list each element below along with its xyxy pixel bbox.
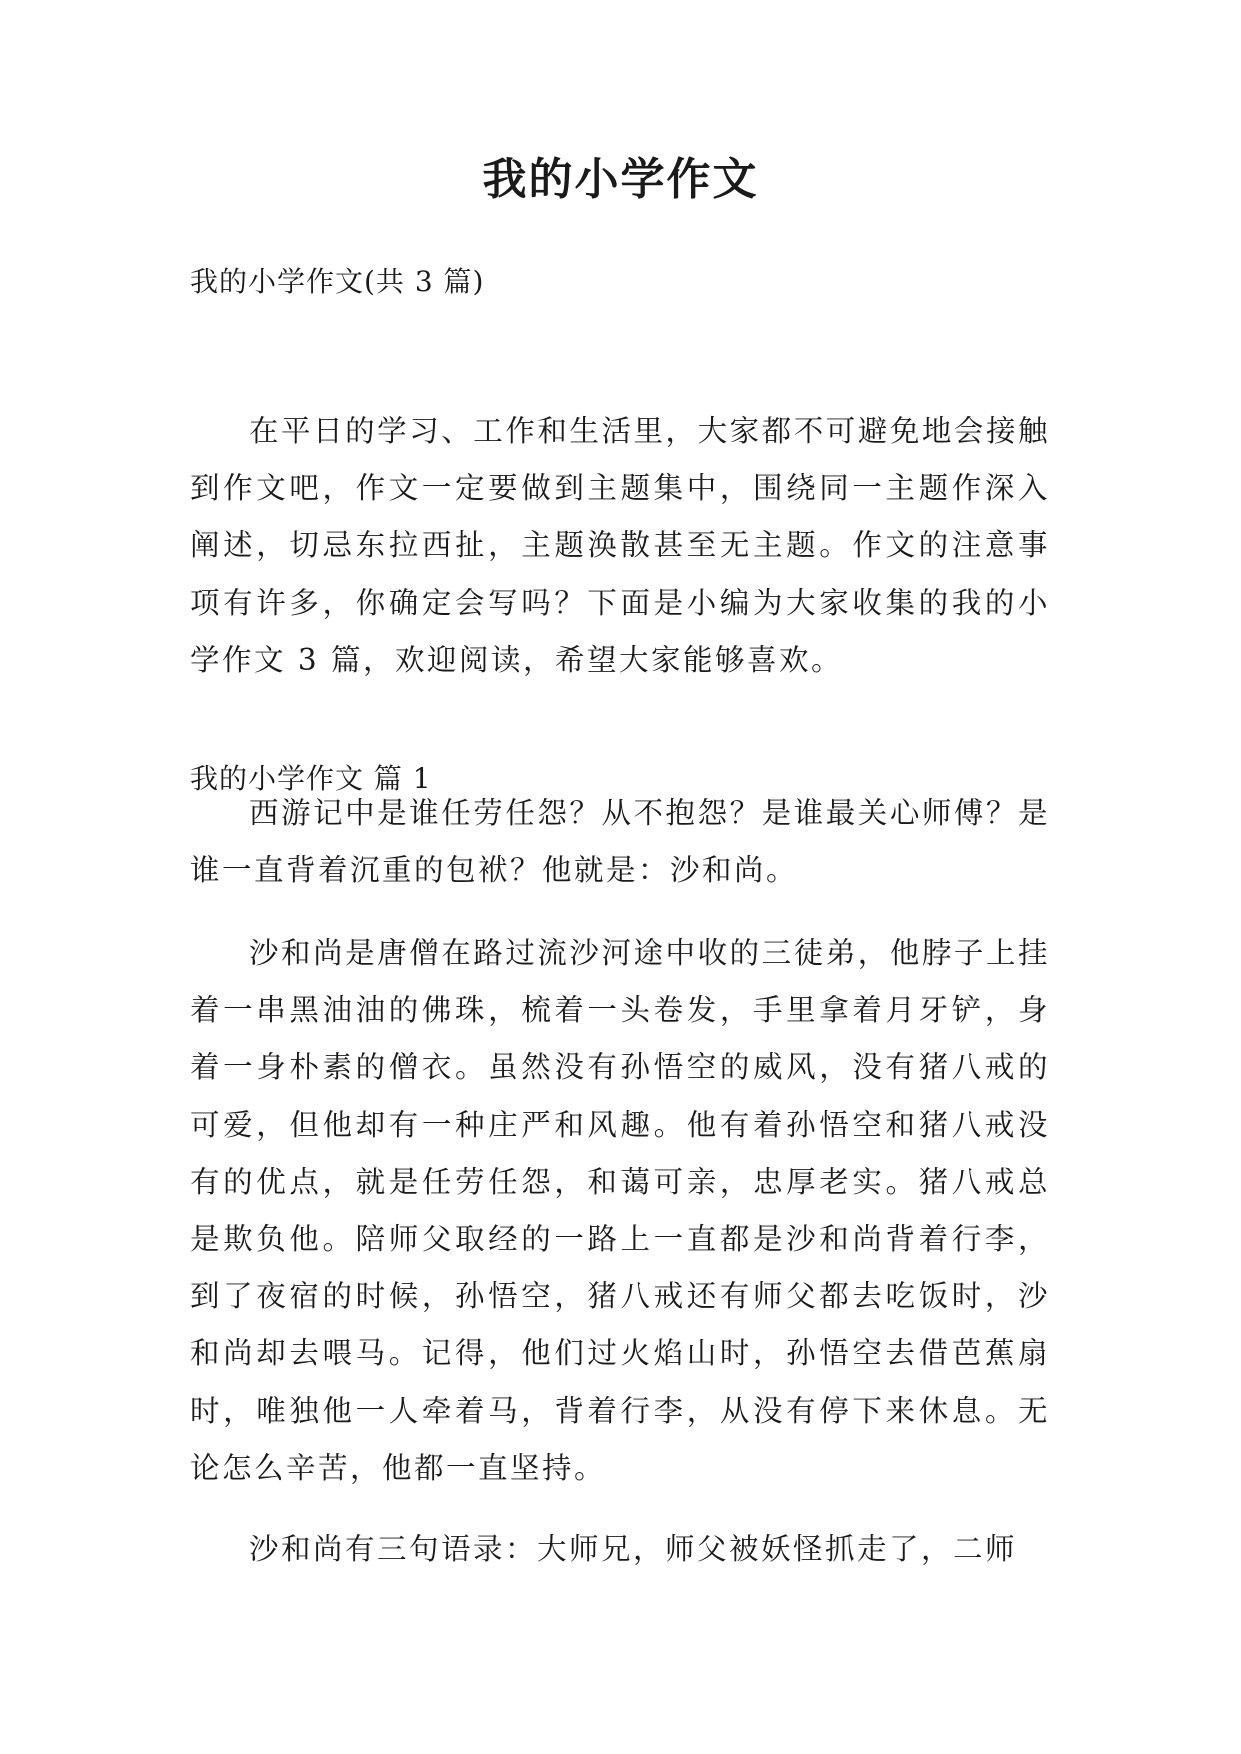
- intro-paragraph: 在平日的学习、工作和生活里，大家都不可避免地会接触到作文吧，作文一定要做到主题集中，围绕同一主题作深入阐述，切忌东拉西扯，主题涣散甚至无主题。作文的注意事项有许多，你确定会写吗？下面是小编为大家收集的我的小学作文 3 篇，欢迎阅读，希望大家能够喜欢。: [190, 414, 1050, 677]
- collection-heading: 我的小学作文(共 3 篇): [190, 265, 485, 298]
- section-1-paragraph-2: 沙和尚是唐僧在路过流沙河途中收的三徒弟，他脖子上挂着一串黑油油的佛珠，梳着一头卷发，手里拿着月牙铲，身着一身朴素的僧衣。虽然没有孙悟空的威风，没有猪八戒的可爱，但他却有一种庄严和风趣。他有着孙悟空和猪八戒没有的优点，就是任劳任怨，和蔼可亲，忠厚老实。猪八戒总是欺负他。陪师父取经的一路上一直都是沙和尚背着行李，到了夜宿的时候，孙悟空，猪八戒还有师父都去吃饭时，沙和尚却去喂马。记得，他们过火焰山时，孙悟空去借芭蕉扇时，唯独他一人牵着马，背着行李，从没有停下来休息。无论怎么辛苦，他都一直坚持。: [190, 936, 1050, 1485]
- document-title: 我的小学作文: [482, 154, 759, 205]
- section-1-paragraph-1: 西游记中是谁任劳任怨？从不抱怨？是谁最关心师傅？是谁一直背着沉重的包袱？他就是：沙和尚。: [190, 796, 1050, 888]
- section-1-heading: 我的小学作文 篇 1: [190, 762, 432, 795]
- section-1-paragraph-3: 沙和尚有三句语录：大师兄，师父被妖怪抓走了，二师: [249, 1532, 1018, 1566]
